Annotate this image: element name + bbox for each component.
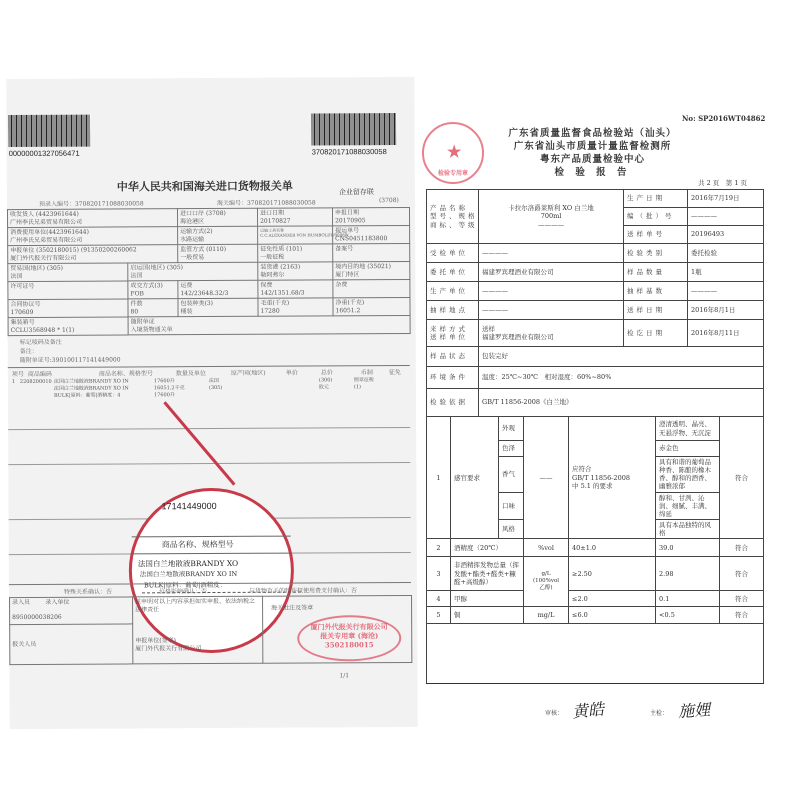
item-standard: 应符合 GB/T 11856-2008 中 5.1 的要求 [569, 417, 656, 539]
batch-no-label: 编（批）号 [624, 208, 688, 226]
item-result: 醇和、甘洌、沁润、细腻、丰满、绵延 [656, 492, 720, 519]
product-spec: 700ml [540, 212, 562, 221]
item-name: 酒精度（20℃） [451, 539, 524, 557]
sampling-site-label: 抽样地点 [427, 301, 479, 320]
client-label: 委托单位 [427, 263, 479, 282]
barcode-left [8, 115, 90, 147]
sampling-base-label: 抽样基数 [624, 282, 688, 301]
sample-order-label: 送样单号 [624, 226, 688, 244]
item-no: 1 [11, 379, 16, 386]
product-name: 卡拉尔洛爵莱斯利 XO 白兰地 [508, 204, 594, 213]
insurance: 保费 142/1351.68/3 [258, 280, 333, 298]
item-result: 0.1 [656, 591, 720, 607]
header-name: 商品名称、规格型号 [98, 370, 153, 378]
marks-label: 标记唛码及备注 [19, 338, 62, 347]
pre-entry-no: 预录入编号：370820171088030058 [38, 200, 144, 208]
star-icon: ★ [447, 142, 462, 161]
customs-code: (3708) [378, 197, 399, 205]
org-name-1: 广东省质量监督食品检验站（汕头） [508, 128, 677, 139]
declaration-title: 中华人民共和国海关进口货物报关单 [116, 179, 293, 194]
test-date-label: 检讫日期 [624, 320, 688, 347]
import-port: 进口口岸 (3708) 海沧港区 [177, 208, 257, 226]
misc-fees: 杂费 [333, 279, 410, 297]
producer: ———— [479, 282, 624, 301]
item-verdict: 符合 [720, 607, 764, 624]
item-currency: (300) 欧元 [318, 377, 333, 391]
header-exemption: 征免 [388, 369, 401, 377]
price-impact: 价格影响确认：否 [158, 588, 208, 596]
customs-notes: 海关批注及签章 [263, 595, 412, 663]
item-verdict: 符合 [720, 417, 764, 539]
customs-stamp-text: 厦门外代报关行有限公司 报关专用章 (海沧) 3502180015 [310, 622, 388, 650]
callout-header: 商品名称、规格型号 [161, 539, 234, 550]
blank-area [427, 624, 764, 684]
callout-line3: BULK|原料：葡萄|酒精度： [143, 580, 227, 590]
sample-qty-label: 样品数量 [624, 263, 688, 282]
import-date: 进口日期 20170827 [257, 208, 332, 226]
customs-no: 海关编号：370820171088030058 [216, 199, 316, 207]
freight: 运费 142/23648.32/3 [178, 280, 258, 298]
inspected-unit: ———— [479, 244, 624, 263]
item-standard: ≥2.50 [569, 557, 656, 591]
package-type: 包装种类(3) 桶装 [178, 298, 258, 316]
header-unit-price: 单价 [285, 369, 298, 377]
item-result: 具有本品独特的风格 [656, 519, 720, 538]
net-weight: 净重(千克) 16051.2 [333, 297, 410, 315]
header-qty: 数量及单位 [175, 370, 206, 378]
sample-order-no: 20196493 [688, 226, 764, 244]
env-conditions: 温度：25℃~30℃ 相对湿度：60%~80% [479, 367, 764, 389]
item-unit: mg/L [524, 607, 569, 624]
item-verdict: 符合 [720, 557, 764, 591]
entry-clerk: 录入员 [12, 598, 31, 607]
consignee: 收发货人 (4423961644) 广州李氏兄弟贸易有限公司 [7, 209, 177, 228]
page-number: 1/1 [339, 672, 350, 680]
contract-no: 合同协议号 170609 [8, 299, 128, 318]
sub-item: 口味 [499, 492, 524, 519]
item-standard: 40±1.0 [569, 539, 656, 557]
test-basis: GB/T 11856-2008《白兰地》 [479, 389, 764, 417]
barcode-left-number: 00000001327056471 [8, 148, 80, 159]
inspection-type-label: 检验类别 [624, 244, 688, 263]
item-no: 2 [427, 539, 451, 557]
packages: 件数 80 [128, 299, 178, 317]
departure-country: 启运国(地区) (305) 法国 [128, 262, 258, 281]
sub-item: 风格 [499, 519, 524, 538]
item-qty: 17600升 16051.2千克 17600升 [153, 378, 185, 399]
header-origin: 原产国(地区) [230, 369, 266, 377]
header-item-no: 项号 [11, 370, 24, 379]
product-brand: ———— [538, 220, 565, 229]
royalty-confirm: 与货物有关的特许权使用费支付确认：否 [248, 587, 358, 595]
production-date-label: 生产日期 [624, 190, 688, 208]
sample-state-label: 样品状态 [427, 347, 479, 367]
report-title: 检 验 报 告 [554, 167, 631, 178]
license-no: 许可证号 [8, 281, 128, 300]
header-code: 商品编码 [27, 370, 52, 378]
declare-date: 申报日期 20170905 [332, 207, 409, 225]
sub-item: 香气 [499, 457, 524, 493]
client: 福建罗宾理酒业有限公司 [479, 263, 624, 282]
trade-country: 贸易国(地区) (305) 法国 [8, 263, 128, 282]
callout-line2: 法国白兰地散液BRANDY XO IN [139, 569, 238, 579]
barcode-right-number: 370820171088030058 [311, 147, 387, 157]
basis-label: 检验依据 [427, 389, 479, 417]
sample-qty: 1瓶 [688, 263, 764, 282]
page-info: 共 2 页 第 1 页 [698, 179, 748, 187]
item-name: 感官要求 [451, 417, 499, 539]
item-result: 具有和谐的葡萄品种香、陈酿的橡木香、醇和的酒香、幽雅浓郁 [656, 457, 720, 493]
gross-weight: 毛重(千克) 17280 [258, 298, 333, 316]
item-standard: ≤6.0 [569, 607, 656, 624]
inspected-unit-label: 受检单位 [427, 244, 479, 263]
producer-label: 生产单位 [427, 282, 479, 301]
callout-pointer [163, 401, 235, 485]
production-date: 2016年7月19日 [688, 190, 764, 208]
item-origin: 法国 (305) [208, 377, 223, 392]
supervision-mode: 监管方式 (0110) 一般贸易 [178, 244, 258, 262]
item-result: 澄清透明、晶亮、无悬浮物、无沉淀 [656, 417, 720, 441]
header-currency: 币制 [360, 369, 373, 377]
reviewer-signature-text: 黄皓 [571, 699, 606, 722]
item-name: 铜 [451, 607, 524, 624]
inspector-label: 主检： [650, 710, 669, 717]
copy-type: 企业留存联 [338, 188, 374, 197]
item-verdict: 符合 [720, 539, 764, 557]
item-result: 2.98 [656, 557, 720, 591]
inspection-report [420, 100, 788, 760]
item-unit: —— [524, 417, 569, 539]
declaration-header-table [7, 207, 411, 336]
header-total: 总价 [320, 369, 333, 377]
consumer-unit: 消费使用单位(4423961644) 广州李氏兄弟贸易有限公司 [8, 227, 178, 246]
bill-of-lading: 提运单号 CNS0451183800 [333, 225, 410, 243]
declaration-text: 兹申明对以上内容承担如实申报、依法纳税之法律责任 [135, 597, 256, 613]
item-unit: %vol [524, 539, 569, 557]
test-date: 2016年8月11日 [688, 320, 764, 347]
batch-no: ———— [688, 208, 764, 226]
barcode-right [311, 113, 396, 145]
container-no: 集装箱号 CCLU3568948 * 1(1) [8, 317, 128, 336]
clerk-no: 8950000038206 [12, 613, 62, 622]
inspection-type: 委托检验 [688, 244, 764, 263]
destination: 境内目的地 (35021) 厦门特区 [333, 261, 410, 279]
report-table [426, 189, 764, 684]
loading-port: 装货港 (2163) 勒阿弗尔 [258, 262, 333, 280]
vessel-name: 运输工具名称 C.C.ALEXANDER VON HUMBOLDT/0088W [258, 226, 333, 244]
attached-doc-no: 随附单证号:390100117141449000 [19, 356, 121, 365]
item-unit: g/L (100%vol 乙醇) [524, 557, 569, 607]
org-name-3: 粤东产品质量检验中心 [539, 154, 645, 165]
callout-number: 17141449000 [161, 500, 217, 512]
item-no: 3 [427, 557, 451, 591]
product-label: 产品名称 型号、规格 商标、等级 [427, 190, 479, 244]
attached-docs: 随附单证 入境货物通关单 [128, 315, 410, 334]
trade-terms: 成交方式(3) FOB [128, 281, 178, 299]
item-standard: ≤2.0 [569, 591, 656, 607]
item-no: 1 [427, 417, 451, 539]
item-no: 5 [427, 607, 451, 624]
transport-mode: 运输方式(2) 水路运输 [178, 226, 258, 244]
reviewer-label: 审核： [545, 710, 564, 717]
sample-state: 包装完好 [479, 347, 764, 367]
sampling-method-label: 来样方式 送样单位 [427, 320, 479, 347]
env-label: 环境条件 [427, 367, 479, 389]
inspector-signature-text: 施娌 [677, 699, 711, 722]
item-name: 甲醇 [451, 591, 524, 607]
remarks-label: 备注： [19, 347, 38, 356]
special-relation: 特殊关系确认：否 [63, 588, 113, 596]
inspector-signature [677, 697, 711, 722]
inspection-stamp [422, 122, 484, 184]
entry-unit: 录入单位 [45, 598, 70, 606]
reviewer-signature [571, 696, 605, 722]
sampling-base: ———— [688, 282, 764, 301]
org-name-2: 广东省汕头市质量计量监督检测所 [513, 141, 672, 152]
customs-declaration [6, 77, 417, 729]
item-exemption: 照章征税 (1) [353, 377, 374, 391]
declaring-unit: 申报单位(签章) 厦门外代报关行有限公司 [135, 637, 202, 652]
sampling-method: 送样 福建罗宾理酒业有限公司 [479, 320, 624, 347]
declarant: 报关人员 [10, 624, 133, 665]
inspection-stamp-text: 检验专用章 [437, 170, 468, 177]
item-name: 非酒精挥发物总量（挥发酸+酯类+醛类+糠醛+高级醇） [451, 557, 524, 591]
item-no: 4 [427, 591, 451, 607]
record-no: 备案号 [333, 243, 410, 261]
item-row [12, 377, 410, 400]
report-no: No: SP2016WT04862 [682, 114, 766, 123]
item-result: 赤金色 [656, 441, 720, 457]
item-code: 2208200010 [19, 378, 52, 386]
sampling-site: ———— [479, 301, 624, 320]
item-result: <0.5 [656, 607, 720, 624]
callout-line1: 法国白兰地散液BRANDY XO [137, 558, 239, 569]
sub-item: 色泽 [499, 441, 524, 457]
sub-item: 外观 [499, 417, 524, 441]
delivery-date-label: 送样日期 [624, 301, 688, 320]
item-name: 法国白兰地散液BRANDY XO IN 法国白兰地散液BRANDY XO IN BULK|原料：葡萄|酒精度：4 [53, 378, 129, 399]
delivery-date: 2016年8月1日 [688, 301, 764, 320]
item-verdict: 符合 [720, 591, 764, 607]
item-result: 39.0 [656, 539, 720, 557]
declaring-unit-code: 申报单位 (3502180015) (91350200260062 厦门外代报关行有限公司 [8, 245, 178, 264]
levy-nature: 征免性质 (101) 一般征税 [258, 244, 333, 262]
